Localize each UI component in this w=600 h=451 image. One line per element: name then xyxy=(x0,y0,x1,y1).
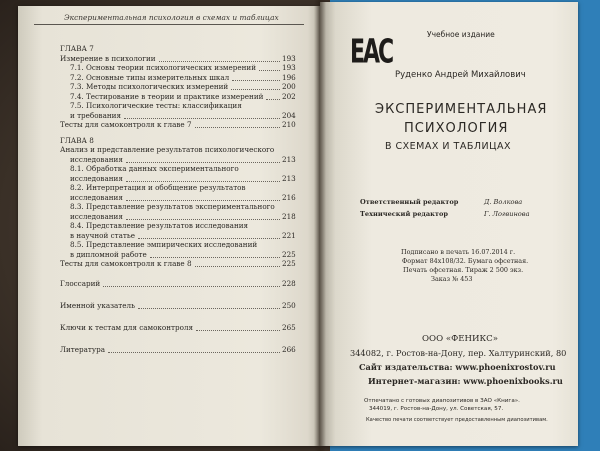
toc-entry-page: 216 xyxy=(282,192,296,202)
toc-entry-text: 8.3. Представление результатов экспериментального xyxy=(70,202,275,211)
credit-name-2: Г. Логвинова xyxy=(484,210,530,218)
toc-leader-dots xyxy=(266,98,280,100)
header-rule xyxy=(34,24,304,25)
toc-entry-page: 196 xyxy=(282,72,296,82)
toc-leader-dots xyxy=(138,237,280,239)
toc-entry-page: 193 xyxy=(282,53,296,63)
toc-leader-dots xyxy=(259,69,280,71)
toc-entry-page: 213 xyxy=(282,173,296,183)
toc-entry-text: 7.2. Основные типы измерительных шкал xyxy=(70,72,230,82)
toc-entry-text: 8.4. Представление результатов исследования xyxy=(70,221,249,230)
toc-entry-text: Анализ и представление результатов психологического xyxy=(60,145,275,154)
toc-entry-page: 225 xyxy=(282,259,296,268)
toc-entry-text: в научной статье xyxy=(70,230,136,240)
toc-leader-dots xyxy=(138,307,280,309)
toc-entry-text: в дипломной работе xyxy=(70,249,147,259)
toc-entry-text: Глоссарий xyxy=(60,278,101,288)
toc-leader-dots xyxy=(231,88,280,90)
print-info-1: Подписано в печать 16.07.2014 г. xyxy=(401,248,516,256)
print-info-3: Печать офсетная. Тираж 2 500 экз. xyxy=(403,266,524,274)
running-head: Экспериментальная психология в схемах и таблицах xyxy=(64,13,279,22)
printer-info-3: Качество печати соответствует предоставленным диапозитивам. xyxy=(366,417,548,423)
print-info-4: Заказ № 453 xyxy=(431,275,473,283)
toc-entry-text: 7.5. Психологические тесты: классификация xyxy=(70,101,242,110)
toc-entry-page: 210 xyxy=(282,120,296,129)
toc-entry-page: 202 xyxy=(282,91,296,101)
book-gutter xyxy=(314,0,326,451)
toc-leader-dots xyxy=(126,218,280,220)
toc-leader-dots xyxy=(232,79,280,81)
eac-mark: EAC xyxy=(350,34,393,72)
toc-entry-page: 265 xyxy=(282,322,296,332)
title-line-2: ПСИХОЛОГИЯ xyxy=(404,121,509,136)
toc-leader-dots xyxy=(195,126,280,128)
site-line: Сайт издательства: www.phoenixrostov.ru xyxy=(359,362,556,372)
toc-entry-page: 204 xyxy=(282,110,296,120)
title-line-1: ЭКСПЕРИМЕНТАЛЬНАЯ xyxy=(375,102,548,117)
credit-name-1: Д. Волкова xyxy=(484,198,523,206)
toc-entry-text: Именной указатель xyxy=(60,300,136,310)
toc-entry-text: исследования xyxy=(70,192,123,202)
toc-entry-text: исследования xyxy=(70,154,123,164)
toc-entry-text: Литература xyxy=(60,344,105,354)
credit-role-1: Ответственный редактор xyxy=(360,198,459,206)
toc-leader-dots xyxy=(103,285,280,287)
toc-entry-page: 225 xyxy=(282,249,296,259)
toc-leader-dots xyxy=(126,199,280,201)
toc-entry-text: Тесты для самоконтроля к главе 7 xyxy=(60,120,192,129)
author-name: Руденко Андрей Михайлович xyxy=(395,70,526,80)
toc-entry-text: 8.1. Обработка данных экспериментального xyxy=(70,164,239,173)
printer-info-2: 344019, г. Ростов-на-Дону, ул. Советская, 57. xyxy=(369,406,504,412)
chapter7-heading: ГЛАВА 7 xyxy=(60,44,94,53)
toc-entry-text: исследования xyxy=(70,173,123,183)
print-info-2: Формат 84х108/32. Бумага офсетная. xyxy=(402,257,529,265)
toc-entry-page: 200 xyxy=(282,82,296,91)
edition-label: Учебное издание xyxy=(427,30,495,39)
toc-entry-text: 8.2. Интерпретация и обобщение результатов xyxy=(70,183,246,192)
toc-entry-page: 228 xyxy=(282,278,296,288)
toc-entry-text: 7.4. Тестирование в теории и практике измерений xyxy=(70,91,264,101)
toc-leader-dots xyxy=(126,180,280,182)
toc-leader-dots xyxy=(195,265,280,267)
toc-entry-text: Измерение в психологии xyxy=(60,53,156,63)
title-line-3: В СХЕМАХ И ТАБЛИЦАХ xyxy=(385,141,511,152)
toc-entry-text: и требования xyxy=(70,110,122,120)
toc-leader-dots xyxy=(150,256,280,258)
toc-entry-text: Ключи к тестам для самоконтроля xyxy=(60,322,194,332)
chapter8-heading: ГЛАВА 8 xyxy=(60,135,94,145)
toc-entry-text: 7.3. Методы психологических измерений xyxy=(70,82,229,91)
printer-info-1: Отпечатано с готовых диапозитивов в ЗАО «Книга». xyxy=(364,398,520,404)
toc-leader-dots xyxy=(196,329,280,331)
toc-entry-page: 266 xyxy=(282,344,296,354)
toc-entry-text: исследования xyxy=(70,211,123,221)
toc-leader-dots xyxy=(108,351,280,353)
toc-entry-page: 221 xyxy=(282,230,296,240)
publisher-address: 344082, г. Ростов-на-Дону, пер. Халтуринский, 80 xyxy=(350,348,567,358)
toc-entry-text: 8.5. Представление эмпирических исследований xyxy=(70,240,258,249)
shop-line: Интернет-магазин: www.phoenixbooks.ru xyxy=(368,376,563,386)
toc-entry-text: Тесты для самоконтроля к главе 8 xyxy=(60,259,192,268)
credit-role-2: Технический редактор xyxy=(360,210,448,218)
toc-leader-dots xyxy=(159,60,280,62)
toc-entry-text: 7.1. Основы теории психологических измерений xyxy=(70,63,256,72)
toc-leader-dots xyxy=(124,117,280,119)
toc-entry-page: 213 xyxy=(282,154,296,164)
toc-entry-page: 193 xyxy=(282,63,296,72)
toc-leader-dots xyxy=(126,161,280,163)
toc-entry-page: 250 xyxy=(282,300,296,310)
publisher-name: ООО «ФЕНИКС» xyxy=(422,334,499,344)
toc-entry-page: 218 xyxy=(282,211,296,221)
